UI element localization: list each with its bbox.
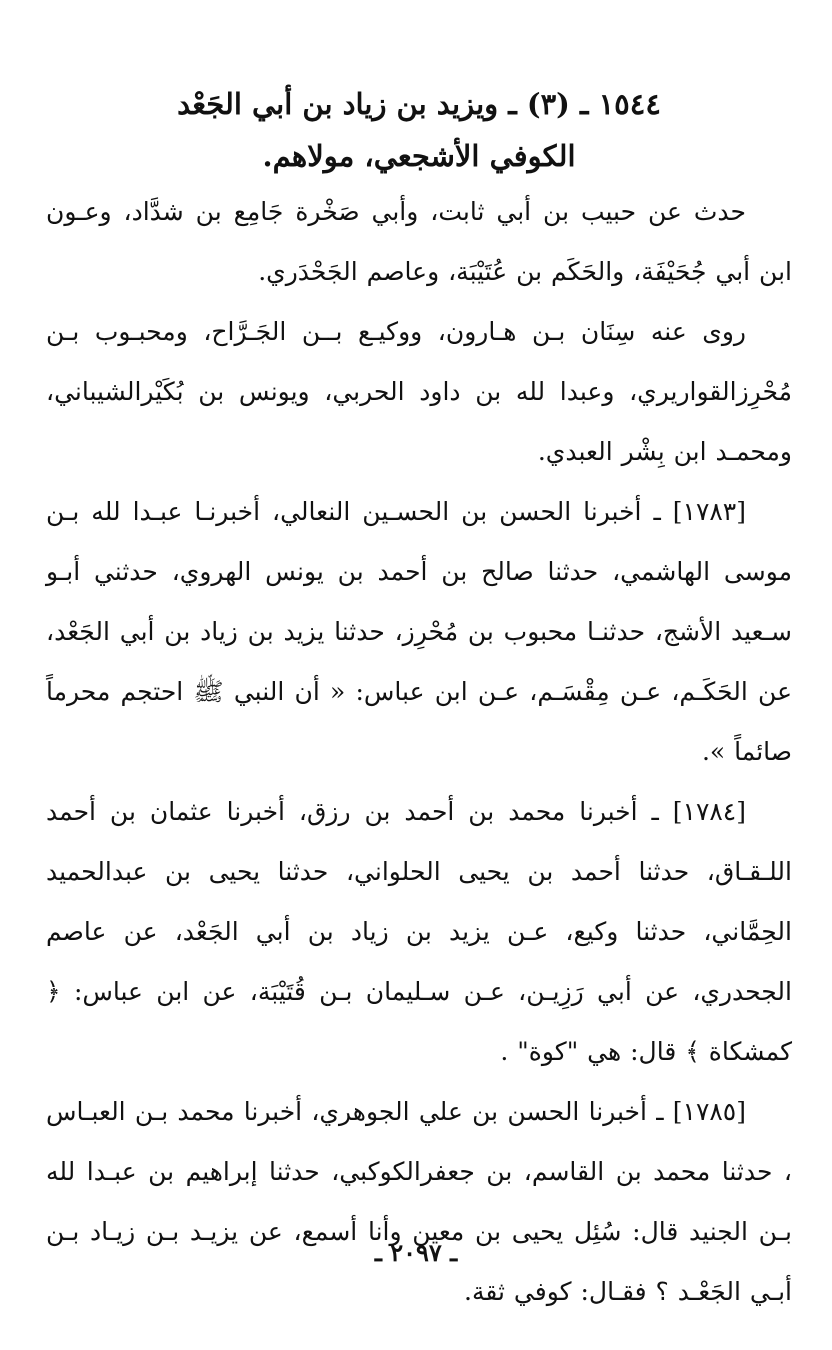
paragraph-hadith-1785: [١٧٨٥] ـ أخبرنا الحسن بن علي الجوهري، أخبرنا محمد بـن العبـاس ، حدثنا محمد بن القاسم، بن جعفرالكوكبي، حدثنا إبراهيم بن عبـدا لله بـن الجنيد قال: سُئِل يحيى بن معين وأنا أسمع، عن يزيـد بـن زيـاد بـن أبـي الجَعْـد ؟ فقـال: كوفي ثقة.: [46, 1097, 792, 1306]
page-body: [46, 78, 792, 1322]
paragraph-hadith-1783: [١٧٨٣] ـ أخبرنا الحسن بن الحسـين النعالي، أخبرنـا عبـدا لله بـن موسى الهاشمي، حدثنا صالح بن أحمد بن يونس الهروي، حدثني أبـو سـعيد الأشج، حدثنـا محبوب بن مُحْرِز، حدثنا يزيد بن زياد بن أبي الجَعْد، عن الحَكَـم، عـن مِقْسَـم، عـن ابن عباس: « أن النبي ﷺ احتجم محرماً صائماً ».: [46, 497, 792, 766]
entry-title-line-2: الكوفي الأشجعي، مولاهم.: [262, 139, 576, 173]
paragraph-narrators: روى عنه سِنَان بـن هـارون، ووكيـع بــن الجَـرَّاح، ومحبـوب بـن مُحْرِزالقواريري، وعبدا لله بن داود الحربي، ويونس بن بُكَيْرالشيباني، ومحمـد ابن بِشْر العبدي.: [46, 317, 792, 466]
entry-title-line-1: ١٥٤٤ ـ (٣) ـ ويزيد بن زياد بن أبي الجَعْد: [177, 87, 661, 121]
page-number: ـ ٢٠٩٧ ـ: [374, 1238, 458, 1267]
paragraph-narrated-from: حدث عن حبيب بن أبي ثابت، وأبي صَخْرة جَامِع بن شدَّاد، وعـون ابن أبي جُحَيْفَة، والحَكَم بن عُتَيْبَة، وعاصم الجَحْدَري.: [46, 197, 792, 286]
paragraph-hadith-1784: [١٧٨٤] ـ أخبرنا محمد بن أحمد بن رزق، أخبرنا عثمان بن أحمد اللـقـاق، حدثنا أحمد بن يحيى الحلواني، حدثنا يحيى بن عبدالحميد الحِمَّاني، حدثنا وكيع، عـن يزيد بن زياد بن أبي الجَعْد، عن عاصم الجحدري، عن أبي رَزِيـن، عـن سـليمان بـن قُتَيْبَة، عن ابن عباس: ﴿ كمشكاة ﴾ قال: هي "كوة" .: [46, 797, 792, 1066]
